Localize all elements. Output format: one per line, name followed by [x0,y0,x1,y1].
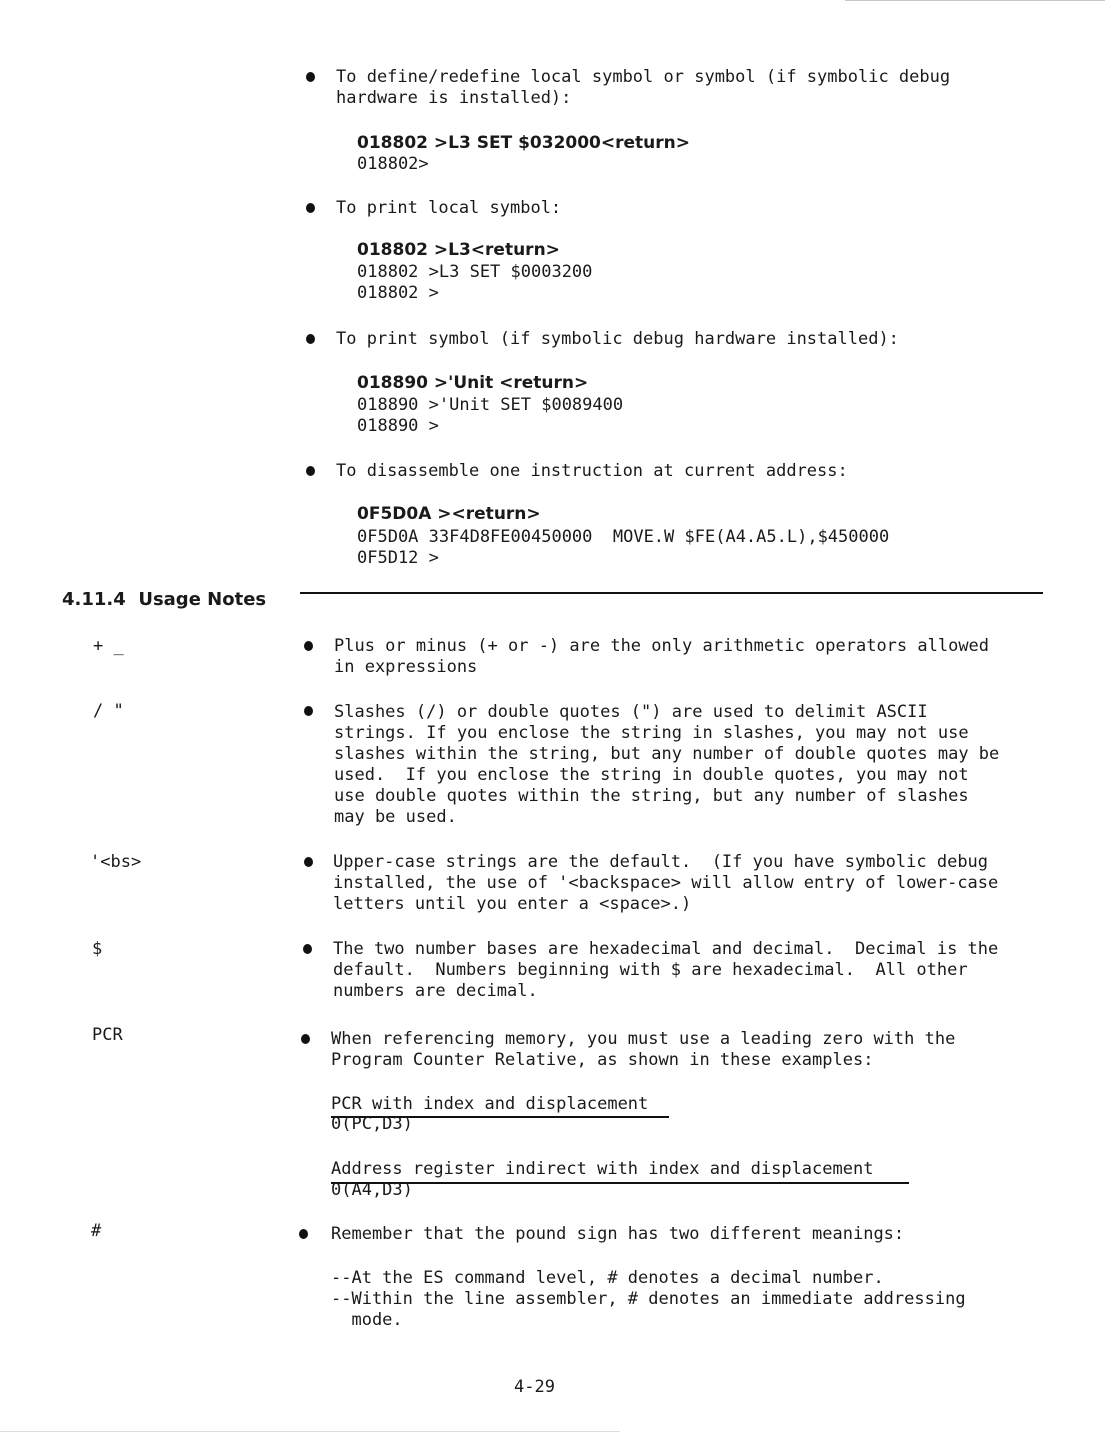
example-input: 0F5D0A ><return> [357,504,541,524]
note-text: Slashes (/) or double quotes (") are used to delimit ASCII strings. If you enclose the string in slashes, you may not use slashes within the string, but any number of double quotes may be used. If you enclose the string in double quotes, you may not use double quotes within the string, but any number of slashes may be used. [334,702,1000,827]
note-key: # [91,1221,102,1241]
note-text: Remember that the pound sign has two different meanings: [331,1224,905,1244]
section-divider [300,592,1043,594]
note-key: '<bs> [90,852,142,872]
bullet-icon [304,857,313,867]
scan-artifact-top [845,0,1105,1]
section-title: Usage Notes [138,589,267,610]
bullet-icon [306,334,315,344]
note-text: Plus or minus (+ or -) are the only arithmetic operators allowed in expressions [334,636,990,677]
note-key: $ [92,939,103,959]
bullet-icon [303,944,312,954]
bullet-icon [304,706,313,716]
note-key: / " [93,701,124,721]
example-input: 018802 >L3 SET $032000<return> [357,133,691,153]
example-description: To define/redefine local symbol or symbol (if symbolic debug hardware is installed): [336,67,951,108]
page-number: 4-29 [514,1377,555,1397]
bullet-icon [306,72,315,82]
pound-meanings: --At the ES command level, # denotes a decimal number. --Within the line assembler, # denotes an immediate addressing mode. [331,1268,966,1330]
note-key: PCR [92,1025,123,1045]
bullet-icon [304,641,313,651]
example-output: 018890 >'Unit SET $0089400 018890 > [357,395,624,436]
example-description: To print local symbol: [336,198,562,218]
bullet-icon [299,1229,308,1239]
example-input: 018890 >'Unit <return> [357,373,589,393]
pcr-example-underline [331,1182,909,1184]
note-key: + _ [93,636,124,656]
bullet-icon [301,1034,310,1044]
note-text: Upper-case strings are the default. (If you have symbolic debug installed, the use of '<backspace> will allow entry of lower-case letters until you enter a <space>.) [333,852,999,914]
pcr-example-code: 0(PC,D3) [331,1114,413,1134]
note-text: When referencing memory, you must use a leading zero with the Program Counter Relative, as shown in these examples: [331,1029,956,1070]
section-number: 4.11.4 [62,589,126,610]
pcr-example-label: PCR with index and displacement [331,1094,649,1114]
example-output: 018802 >L3 SET $0003200 018802 > [357,262,593,303]
section-heading [62,589,266,610]
example-output: 018802> [357,154,429,174]
example-output: 0F5D0A 33F4D8FE00450000 MOVE.W $FE(A4.A5.L),$450000 0F5D12 > [357,527,890,568]
pcr-example-label: Address register indirect with index and displacement [331,1159,874,1179]
example-description: To print symbol (if symbolic debug hardware installed): [336,329,899,349]
bullet-icon [306,466,315,476]
example-input: 018802 >L3<return> [357,240,560,260]
bullet-icon [306,203,315,213]
pcr-example-code: 0(A4,D3) [331,1180,413,1200]
example-description: To disassemble one instruction at current address: [336,461,848,481]
note-text: The two number bases are hexadecimal and decimal. Decimal is the default. Numbers beginning with $ are hexadecimal. All other numbers are decimal. [333,939,999,1001]
scan-artifact-bottom [0,1431,620,1432]
